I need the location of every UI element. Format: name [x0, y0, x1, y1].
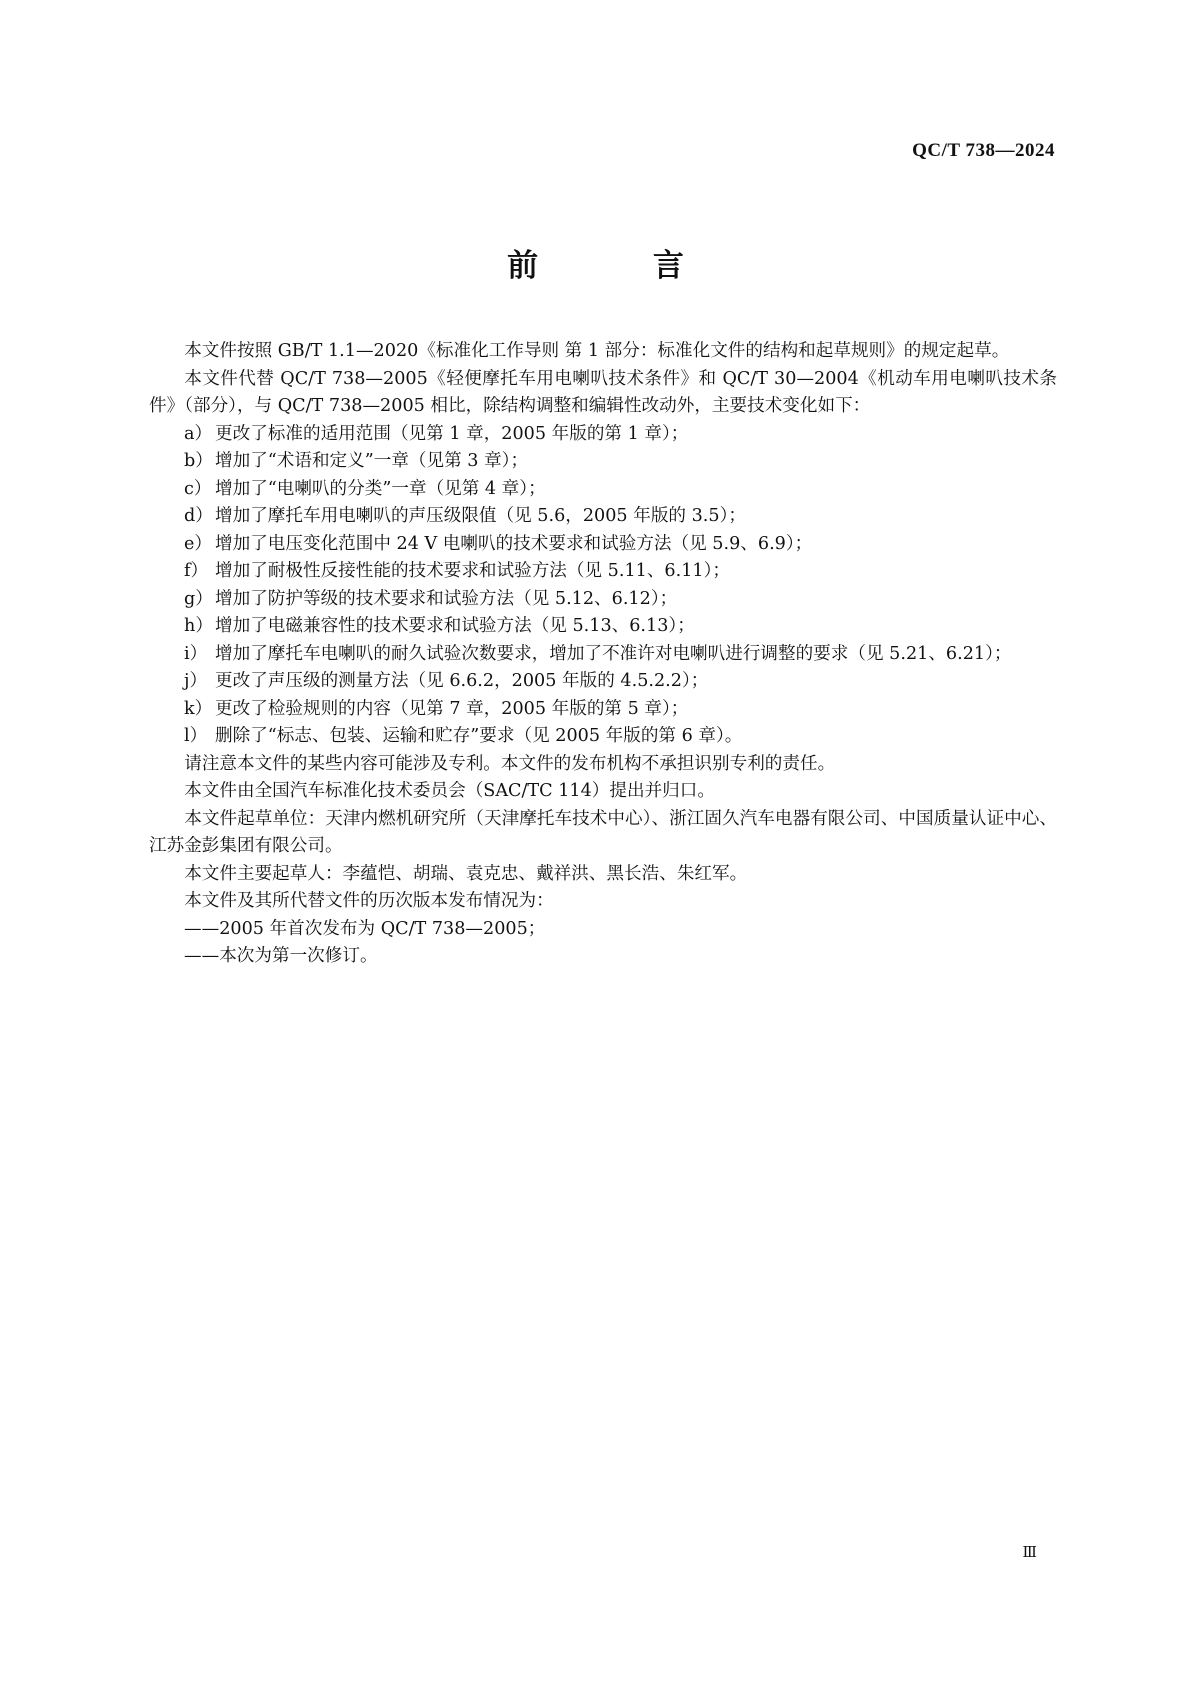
- list-item: [149, 586, 1057, 614]
- list-marker: l）: [184, 726, 208, 746]
- list-marker: k）: [184, 698, 213, 719]
- paragraph: 本文件按照 GB/T 1.1—2020《标准化工作导则 第 1 部分：标准化文件的结构和起草规则》的规定起草。: [184, 341, 1010, 361]
- list-item-text: 增加了摩托车电喇叭的耐久试验次数要求，增加了不准许对电喇叭进行调整的要求（见 5.21、6.21）；: [215, 643, 1012, 664]
- paragraph: 本文件由全国汽车标准化技术委员会（SAC/TC 114）提出并归口。: [184, 781, 715, 801]
- paragraph: 请注意本文件的某些内容可能涉及专利。本文件的发布机构不承担识别专利的责任。: [184, 753, 836, 774]
- list-marker: f）: [184, 561, 209, 581]
- list-marker: h）: [184, 616, 213, 636]
- list-item-text: 增加了“术语和定义”一章（见第 3 章）；: [215, 451, 529, 471]
- list-marker: d）: [184, 506, 213, 526]
- list-marker: j）: [184, 671, 208, 691]
- list-item: [149, 696, 1057, 724]
- list-item-text: 更改了声压级的测量方法（见 6.6.2，2005 年版的 4.5.2.2）；: [215, 671, 709, 691]
- page-number: Ⅲ: [1022, 1545, 1037, 1561]
- foreword-body: [149, 338, 1057, 971]
- list-item: [149, 613, 1057, 641]
- changes-list: [149, 421, 1057, 751]
- history-item: ——本次为第一次修订。: [184, 946, 378, 966]
- list-item: [149, 531, 1057, 559]
- page-title: 前 言: [507, 248, 736, 284]
- list-item: [149, 558, 1057, 586]
- list-item-text: 增加了防护等级的技术要求和试验方法（见 5.12、6.12）；: [215, 588, 678, 609]
- list-item: [149, 421, 1057, 449]
- list-marker: e）: [184, 533, 213, 554]
- list-item: [149, 641, 1057, 669]
- list-item-text: 增加了电磁兼容性的技术要求和试验方法（见 5.13、6.13）；: [215, 616, 695, 636]
- list-item-text: 删除了“标志、包装、运输和贮存”要求（见 2005 年版的第 6 章）。: [215, 726, 743, 746]
- list-item: [149, 668, 1057, 696]
- paragraph: 本文件主要起草人：李蕴恺、胡瑞、袁克忠、戴祥洪、黑长浩、朱红军。: [184, 863, 748, 884]
- list-item-text: 增加了“电喇叭的分类”一章（见第 4 章）；: [215, 478, 546, 499]
- list-item-text: 更改了标准的适用范围（见第 1 章，2005 年版的第 1 章）；: [215, 423, 689, 444]
- list-item-text: 更改了检验规则的内容（见第 7 章，2005 年版的第 5 章）；: [215, 698, 689, 719]
- list-marker: b）: [184, 451, 213, 471]
- list-item: [149, 448, 1057, 476]
- list-marker: a）: [184, 423, 213, 444]
- paragraph: 本文件及其所代替文件的历次版本发布情况为：: [184, 891, 554, 911]
- list-marker: i）: [184, 643, 208, 664]
- paragraph: 本文件起草单位：天津内燃机研究所（天津摩托车技术中心）、浙江固久汽车电器有限公司、中国质量认证中心、江苏金彭集团有限公司。: [149, 808, 1057, 856]
- paragraph: 本文件代替 QC/T 738—2005《轻便摩托车用电喇叭技术条件》和 QC/T 30—2004《机动车用电喇叭技术条件》（部分），与 QC/T 738—2005 相比，除结构调整和编辑性改动外，主要技术变化如下：: [149, 368, 1057, 416]
- list-item: [149, 476, 1057, 504]
- standard-number: QC/T 738—2024: [912, 140, 1055, 161]
- list-item: [149, 723, 1057, 751]
- list-marker: g）: [184, 588, 213, 609]
- list-marker: c）: [184, 478, 212, 499]
- history-item: ——2005 年首次发布为 QC/T 738—2005；: [184, 918, 546, 939]
- list-item-text: 增加了摩托车用电喇叭的声压级限值（见 5.6，2005 年版的 3.5）；: [215, 506, 746, 526]
- list-item-text: 增加了耐极性反接性能的技术要求和试验方法（见 5.11、6.11）；: [215, 561, 730, 581]
- list-item-text: 增加了电压变化范围中 24 V 电喇叭的技术要求和试验方法（见 5.9、6.9）；: [215, 533, 813, 554]
- list-item: [149, 503, 1057, 531]
